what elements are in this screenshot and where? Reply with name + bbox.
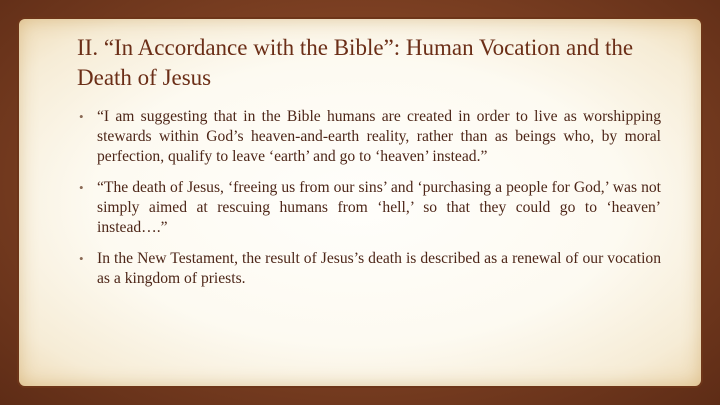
bullet-icon: • xyxy=(79,251,84,266)
bullet-item xyxy=(79,249,661,289)
bullet-item xyxy=(79,107,661,167)
bullet-text: “The death of Jesus, ‘freeing us from our sins’ and ‘purchasing a people for God,’ was not simply aimed at rescuing humans from ‘hell,’ so that they could go to ‘heaven’ instead….” xyxy=(97,179,661,236)
slide-frame xyxy=(19,19,701,386)
bullet-text: In the New Testament, the result of Jesus’s death is described as a renewal of our vocation as a kingdom of priests. xyxy=(97,250,661,287)
slide-title: II. “In Accordance with the Bible”: Human Vocation and the Death of Jesus xyxy=(77,35,634,90)
bullet-item xyxy=(79,178,661,238)
bullet-icon: • xyxy=(79,180,84,195)
bullet-text: “I am suggesting that in the Bible humans are created in order to live as worshipping stewards within God’s heaven-and-earth reality, rather than as beings who, by moral perfection, qualify to leave ‘earth’ and go to ‘heaven’ instead.” xyxy=(97,108,661,165)
bullet-list xyxy=(79,107,661,300)
bullet-icon: • xyxy=(79,109,84,124)
